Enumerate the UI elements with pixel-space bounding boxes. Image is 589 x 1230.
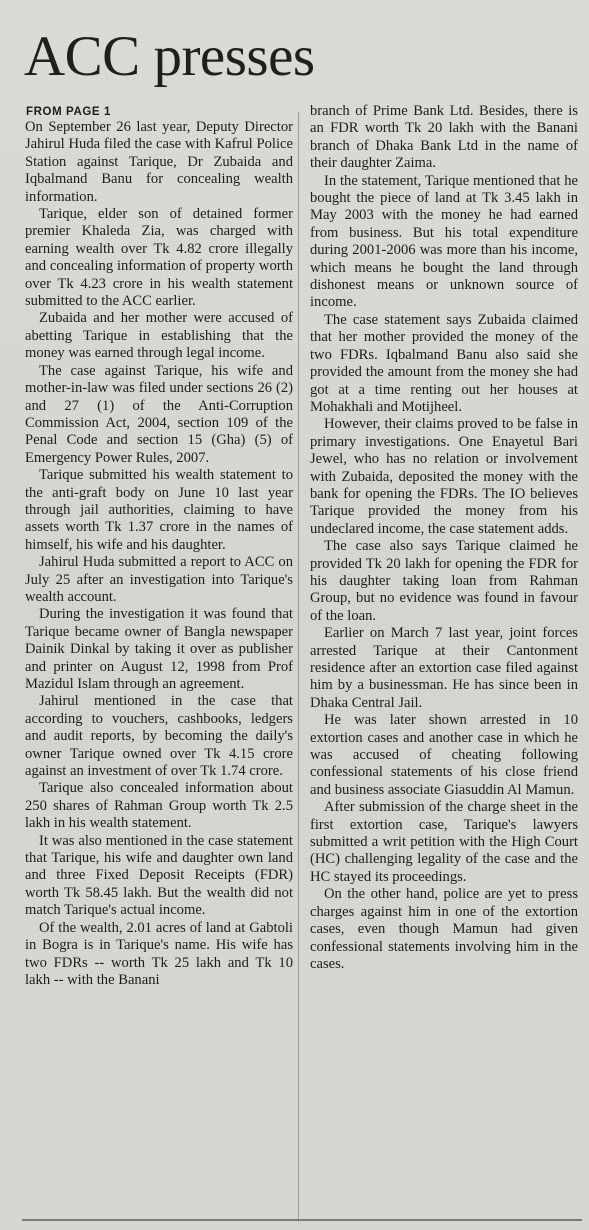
article-column-right bbox=[310, 103, 578, 973]
headline: ACC presses bbox=[24, 25, 315, 88]
paragraph: Jahirul mentioned in the case that according to vouchers, cashbooks, ledgers and audit reports, by becoming the daily's owner Tarique owned over Tk 4.15 crore against an investment of over Tk 1.74 crore. bbox=[25, 693, 293, 780]
paragraph: The case statement says Zubaida claimed that her mother provided the money of the two FDRs. Iqbalmand Banu also said she provided the amount from the money she had got at a time renting out her houses at Mohakhali and Motijheel. bbox=[310, 311, 578, 415]
paragraph: In the statement, Tarique mentioned that he bought the piece of land at Tk 3.45 lakh in May 2003 with the money he had earned from business. But his total expenditure during 2001-2006 was more than his income, which means he bought the land through dishonest means or unknown source of income. bbox=[310, 172, 578, 311]
paragraph: It was also mentioned in the case statement that Tarique, his wife and daughter own land and three Fixed Deposit Receipts (FDR) worth Tk 58.45 lakh. But the wealth did not match Tarique's actual income. bbox=[25, 832, 293, 919]
article-column-left bbox=[25, 105, 293, 989]
paragraph: The case against Tarique, his wife and mother-in-law was filed under sections 26 (2) and 27 (1) of the Anti-Corruption Commission Act, 2004, section 109 of the Penal Code and section 15 (Gha) (5) of Emergency Power Rules, 2007. bbox=[25, 362, 293, 466]
paragraph: Of the wealth, 2.01 acres of land at Gabtoli in Bogra is in Tarique's name. His wife has two FDRs -- worth Tk 25 lakh and Tk 10 lakh -- with the Banani bbox=[25, 919, 293, 988]
bottom-rule bbox=[22, 1219, 582, 1221]
paragraph: Earlier on March 7 last year, joint forces arrested Tarique at their Cantonment residence after an extortion case filed against him by a businessman. He has since been in Dhaka Central Jail. bbox=[310, 625, 578, 711]
kicker: FROM PAGE 1 bbox=[26, 106, 111, 118]
paragraph: Zubaida and her mother were accused of abetting Tarique in establishing that the money was earned through legal income. bbox=[25, 310, 293, 362]
paragraph: Tarique also concealed information about 250 shares of Rahman Group worth Tk 2.5 lakh in his wealth statement. bbox=[25, 780, 293, 832]
column-divider bbox=[298, 112, 299, 1222]
paragraph: After submission of the charge sheet in the first extortion case, Tarique's lawyers submitted a writ petition with the High Court (HC) challenging legality of the case and the HC stayed its proceedings. bbox=[310, 799, 578, 885]
paragraph: branch of Prime Bank Ltd. Besides, there is an FDR worth Tk 20 lakh with the Banani branch of Dhaka Bank Ltd in the name of their daughter Zaima. bbox=[310, 103, 578, 172]
paragraph: Tarique submitted his wealth statement to the anti-graft body on June 10 last year through jail authorities, claiming to have assets worth Tk 1.37 crore in the names of himself, his wife and his daughter. bbox=[25, 467, 293, 553]
paragraph: He was later shown arrested in 10 extortion cases and another case in which he was accused of cheating following confessional statements of his close friend and business associate Giasuddin Al Mamun. bbox=[310, 712, 578, 798]
paragraph: On September 26 last year, Deputy Director Jahirul Huda filed the case with Kafrul Police Station against Tarique, Dr Zubaida and Iqbalmand Banu for concealing wealth information. bbox=[25, 119, 293, 205]
paragraph: During the investigation it was found that Tarique became owner of Bangla newspaper Dainik Dinkal by taking it over as publisher and printer on August 12, 1998 from Prof Mazidul Islam through an agreement. bbox=[25, 606, 293, 692]
paragraph: On the other hand, police are yet to press charges against him in one of the extortion cases, even though Mamun had given confessional statements involving him in the cases. bbox=[310, 886, 578, 972]
paragraph: Tarique, elder son of detained former premier Khaleda Zia, was charged with earning wealth over Tk 4.82 crore illegally and concealing information of property worth over Tk 4.23 crore in his wealth statement submitted to the ACC earlier. bbox=[25, 206, 293, 310]
paragraph: However, their claims proved to be false in primary investigations. One Enayetul Bari Jewel, who has no relation or involvement with Zubaida, deposited the money with the bank for opening the FDRs. The IO believes Tarique provided the money from his undeclared income, the case statement adds. bbox=[310, 416, 578, 537]
paragraph: Jahirul Huda submitted a report to ACC on July 25 after an investigation into Tarique's wealth account. bbox=[25, 554, 293, 605]
paragraph: The case also says Tarique claimed he provided Tk 20 lakh for opening the FDR for his daughter taking loan from Rahman Group, but no evidence was found in favour of the loan. bbox=[310, 538, 578, 624]
